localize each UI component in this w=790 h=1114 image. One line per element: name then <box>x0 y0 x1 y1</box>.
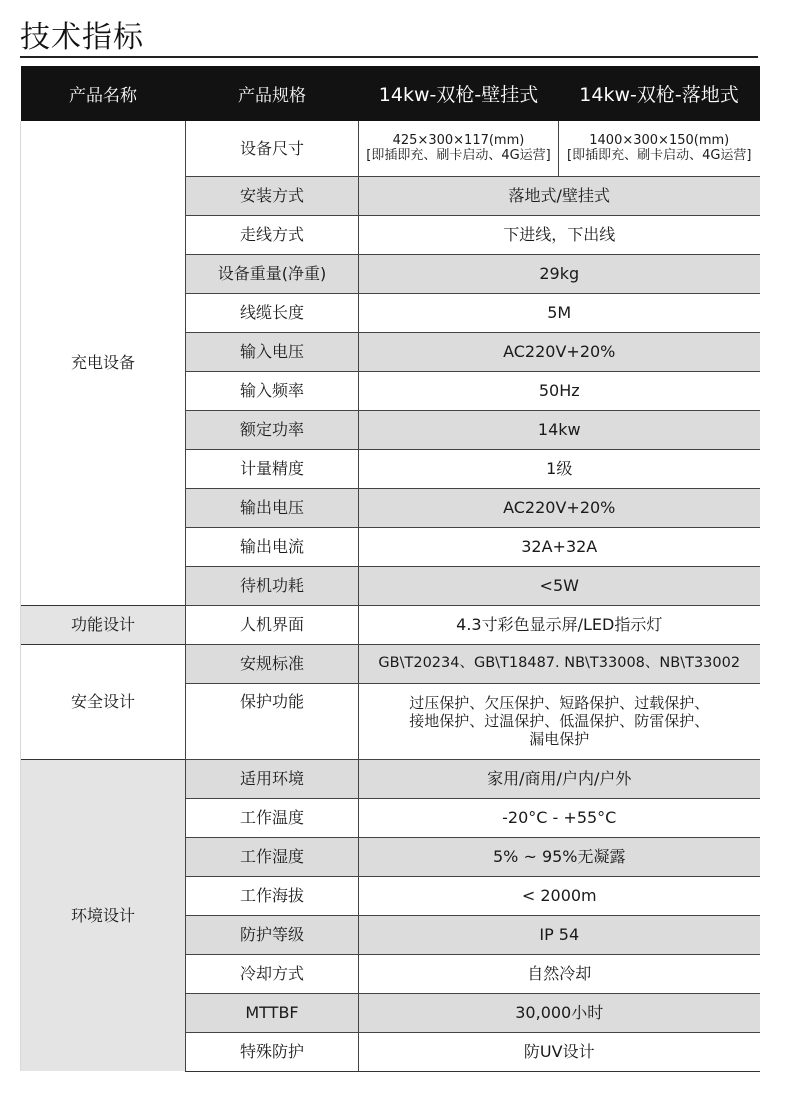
param-value: IP 54 <box>359 915 760 954</box>
param-value: 5% ~ 95%无凝露 <box>359 837 760 876</box>
param-label: 人机界面 <box>186 605 359 644</box>
param-label: 工作海拔 <box>186 876 359 915</box>
param-label: 特殊防护 <box>186 1032 359 1071</box>
param-value: <5W <box>359 566 760 605</box>
param-value: 1级 <box>359 449 760 488</box>
spec-table <box>20 66 760 1072</box>
title-underline <box>20 56 758 58</box>
param-label: 防护等级 <box>186 915 359 954</box>
table-row <box>21 644 760 683</box>
category-environment: 环境设计 <box>21 759 186 1071</box>
param-value: 30,000小时 <box>359 993 760 1032</box>
param-label: 额定功率 <box>186 410 359 449</box>
param-label: 保护功能 <box>186 683 359 759</box>
param-value <box>359 683 760 759</box>
param-label: 冷却方式 <box>186 954 359 993</box>
param-value: -20°C - +55°C <box>359 798 760 837</box>
category-safety: 安全设计 <box>21 644 186 759</box>
size-wall-dimensions: 425×300×117(mm) <box>392 132 525 148</box>
param-value: AC220V+20% <box>359 332 760 371</box>
header-floor-model: 14kw-双枪-落地式 <box>559 66 760 121</box>
table-row <box>21 605 760 644</box>
table-row <box>21 759 760 798</box>
param-value: 下进线，下出线 <box>359 215 760 254</box>
param-label: 安装方式 <box>186 176 359 215</box>
param-label: 适用环境 <box>186 759 359 798</box>
param-label: 输出电流 <box>186 527 359 566</box>
param-label: 待机功耗 <box>186 566 359 605</box>
param-label: MTTBF <box>186 993 359 1032</box>
protection-line: 漏电保护 <box>529 730 590 748</box>
param-value: 自然冷却 <box>359 954 760 993</box>
param-value: 14kw <box>359 410 760 449</box>
header-wall-model: 14kw-双枪-壁挂式 <box>359 66 559 121</box>
category-function: 功能设计 <box>21 605 186 644</box>
size-wall-features: [即插即充、刷卡启动、4G运营] <box>366 148 551 164</box>
param-value: 家用/商用/户内/户外 <box>359 759 760 798</box>
protection-line: 接地保护、过温保护、低温保护、防雷保护、 <box>409 712 710 730</box>
param-value: AC220V+20% <box>359 488 760 527</box>
param-label: 计量精度 <box>186 449 359 488</box>
param-value: 5M <box>359 293 760 332</box>
category-charging: 充电设备 <box>21 121 186 605</box>
param-label: 设备重量(净重) <box>186 254 359 293</box>
param-value: 防UV设计 <box>359 1032 760 1071</box>
param-label: 安规标准 <box>186 644 359 683</box>
value-cell-floor <box>559 121 760 176</box>
param-value: 29kg <box>359 254 760 293</box>
param-value: 50Hz <box>359 371 760 410</box>
page-title: 技术指标 <box>20 20 144 55</box>
value-cell-wall <box>359 121 559 176</box>
header-product-spec: 产品规格 <box>186 66 359 121</box>
size-floor-dimensions: 1400×300×150(mm) <box>589 132 730 148</box>
param-value: GB\T20234、GB\T18487. NB\T33008、NB\T33002 <box>359 644 760 683</box>
param-label: 线缆长度 <box>186 293 359 332</box>
header-product-name: 产品名称 <box>21 66 186 121</box>
param-label: 工作湿度 <box>186 837 359 876</box>
param-label: 工作温度 <box>186 798 359 837</box>
param-label: 输入电压 <box>186 332 359 371</box>
param-value: 落地式/壁挂式 <box>359 176 760 215</box>
param-value: 32A+32A <box>359 527 760 566</box>
param-label: 输出电压 <box>186 488 359 527</box>
param-value: < 2000m <box>359 876 760 915</box>
param-value: 4.3寸彩色显示屏/LED指示灯 <box>359 605 760 644</box>
size-floor-features: [即插即充、刷卡启动、4G运营] <box>567 148 752 164</box>
table-row <box>21 121 760 176</box>
protection-line: 过压保护、欠压保护、短路保护、过载保护、 <box>409 694 710 712</box>
table-header-row <box>21 66 760 121</box>
param-label: 设备尺寸 <box>186 121 359 176</box>
param-label: 输入频率 <box>186 371 359 410</box>
param-label: 走线方式 <box>186 215 359 254</box>
